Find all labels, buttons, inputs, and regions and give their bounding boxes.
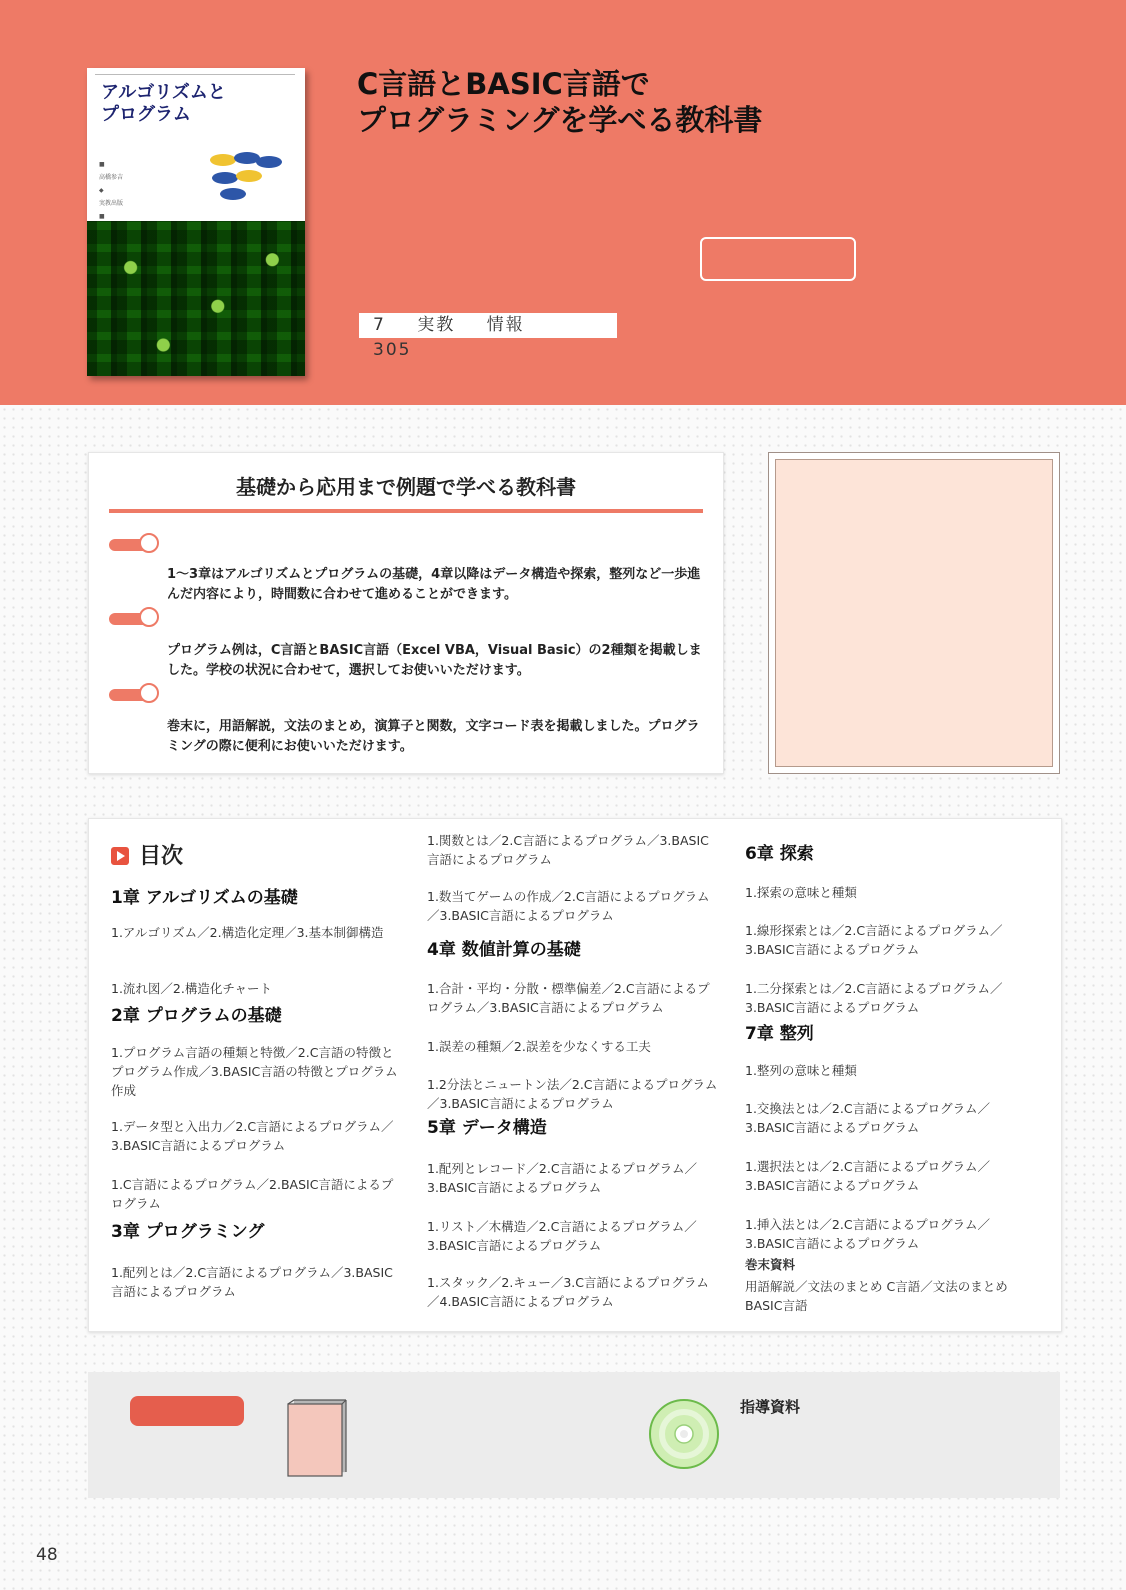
cover-title-line2: プログラム [101,104,191,125]
cover-meta-line: ■ [99,213,105,220]
toc-item: 1.探索の意味と種類 [745,885,857,900]
header-banner [0,0,1126,405]
toc-item: 1.誤差の種類／2.誤差を少なくする工夫 [427,1039,651,1054]
feature-text-2: プログラム例は，C言語とBASIC言語（Excel VBA，Visual Basic）の2種類を掲載しました。学校の状況に合わせて，選択してお使いいただけます。 [167,643,702,678]
cover-rule [95,74,295,79]
cover-title [101,82,271,126]
feature-text-3: 巻末に，用語解説，文法のまとめ，演算子と関数，文字コード表を掲載しました。プログラミングの際に便利にお使いいただけます。 [167,719,700,754]
guide-label: 指導資料 [740,1398,801,1416]
appendix-text: 用語解説／文法のまとめ C言語／文法のまとめ BASIC言語 [745,1279,1008,1313]
toc-item: 1.配列とは／2.C言語によるプログラム／3.BASIC言語によるプログラム [111,1265,393,1299]
book-icon [286,1394,350,1478]
toc-item: 1.プログラム言語の種類と特徴／2.C言語の特徴とプログラム作成／3.BASIC言語の特徴とプログラム作成 [111,1045,398,1098]
features-heading: 基礎から応用まで例題で学べる教科書 [236,475,576,499]
cover-meta [99,158,123,223]
feature-bullet-icon [109,539,155,551]
toc-item: 1.アルゴリズム／2.構造化定理／3.基本制御構造 [111,925,384,940]
chapter-5-title: 5章 データ構造 [427,1118,547,1138]
chapter-3-title: 3章 プログラミング [111,1222,265,1242]
code-number: 7 [373,315,386,335]
cover-meta-line: ■ [99,161,105,168]
cover-disc-graphic [203,146,293,206]
table-of-contents [88,818,1062,1332]
toc-item: 1.合計・平均・分散・標準偏差／2.C言語によるプログラム／3.BASIC言語によるプログラム [427,981,710,1015]
materials-strip [88,1372,1060,1498]
toc-heading-label: 目次 [139,844,184,869]
materials-button[interactable] [130,1396,244,1426]
chapter-6-title: 6章 探索 [745,844,814,864]
chapter-7-title: 7章 整列 [745,1024,814,1044]
heading-rule [109,509,703,513]
toc-item: 1.数当てゲームの作成／2.C言語によるプログラム／3.BASIC言語によるプログラム [427,889,710,923]
toc-item: 1.二分探索とは／2.C言語によるプログラム／3.BASIC言語によるプログラム [745,981,1003,1015]
toc-item: 1.関数とは／2.C言語によるプログラム／3.BASIC言語によるプログラム [427,833,709,867]
code-publisher: 実教 [417,315,456,335]
feature-bullet-icon [109,689,155,701]
toc-item: 1.2分法とニュートン法／2.C言語によるプログラム／3.BASIC言語によるプログラム [427,1077,718,1111]
toc-item: 1.選択法とは／2.C言語によるプログラム／3.BASIC言語によるプログラム [745,1159,990,1193]
page-title [357,66,762,138]
cover-green-illustration [87,221,305,376]
toc-item: 1.流れ図／2.構造化チャート [111,981,272,996]
toc-item: 1.配列とレコード／2.C言語によるプログラム／3.BASIC言語によるプログラム [427,1161,697,1195]
code-id: 305 [373,340,412,360]
toc-heading [111,839,183,870]
feature-bullet-icon [109,613,155,625]
chapter-2-title: 2章 プログラムの基礎 [111,1006,282,1026]
chapter-4-title: 4章 数値計算の基礎 [427,940,581,960]
cover-title-line1: アルゴリズムと [101,82,226,103]
page-number: 48 [36,1545,58,1565]
features-card [88,452,724,774]
chapter-1-title: 1章 アルゴリズムの基礎 [111,888,298,908]
cover-meta-line: ◆ [99,187,104,194]
cover-publisher: 実教出版 [99,200,124,207]
toc-item: 1.整列の意味と種類 [745,1063,857,1078]
toc-item: 1.リスト／木構造／2.C言語によるプログラム／3.BASIC言語によるプログラム [427,1219,697,1253]
book-cover [87,68,305,376]
title-line2: プログラミングを学べる教科書 [357,103,763,137]
toc-item: 1.交換法とは／2.C言語によるプログラム／3.BASIC言語によるプログラム [745,1101,990,1135]
image-placeholder-frame [768,452,1060,774]
toc-item: 1.スタック／2.キュー／3.C言語によるプログラム／4.BASIC言語によるプログラム [427,1275,709,1309]
blank-label-box [700,237,856,281]
image-placeholder [775,459,1053,767]
appendix-title: 巻末資料 [745,1257,796,1272]
textbook-code [359,313,617,360]
toc-item: 1.C言語によるプログラム／2.BASIC言語によるプログラム [111,1177,394,1211]
toc-item: 1.線形探索とは／2.C言語によるプログラム／3.BASIC言語によるプログラム [745,923,1003,957]
cover-author: 高橋参吉 [99,174,124,181]
toc-item: 1.挿入法とは／2.C言語によるプログラム／3.BASIC言語によるプログラム [745,1217,990,1251]
feature-text-1: 1～3章はアルゴリズムとプログラムの基礎，4章以降はデータ構造や探索，整列など一歩進んだ内容により，時間数に合わせて進めることができます。 [167,567,701,602]
toc-item: 1.データ型と入出力／2.C言語によるプログラム／3.BASIC言語によるプログラム [111,1119,394,1153]
cd-rom-icon [644,1394,724,1474]
title-line1: C言語とBASIC言語で [357,67,650,101]
play-icon [111,847,129,865]
code-subject: 情報 [486,315,525,335]
